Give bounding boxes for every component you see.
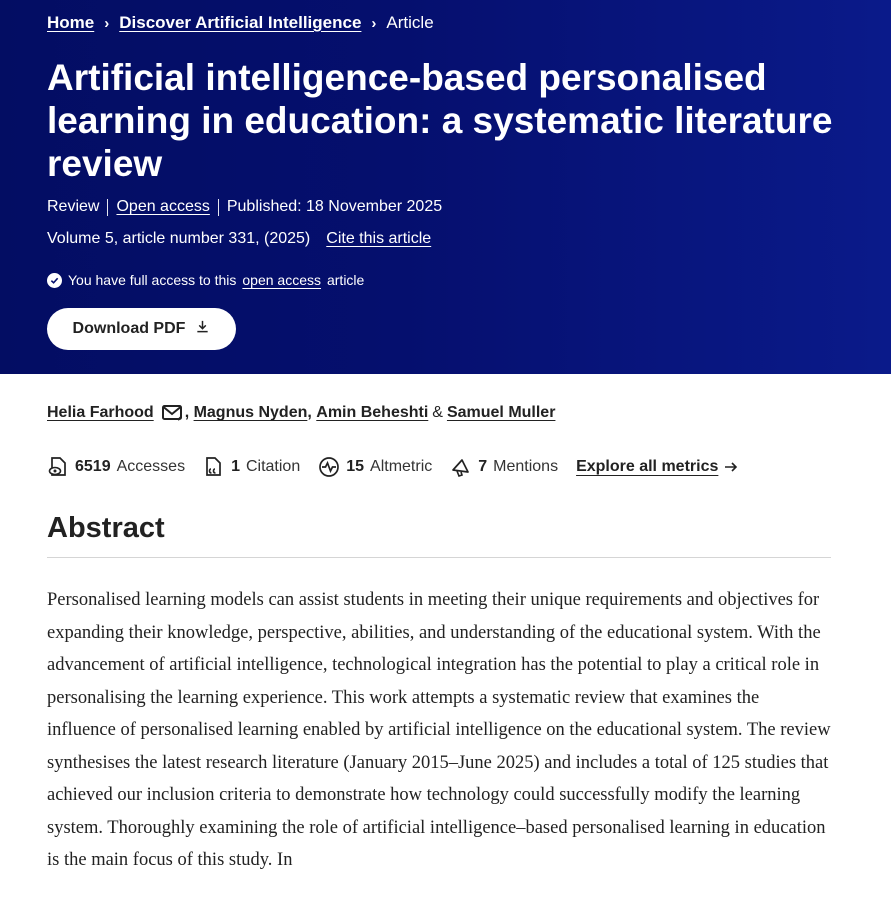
author-link[interactable]: Samuel Muller bbox=[446, 404, 556, 421]
page-title: Artificial intelligence-based personalised learning in education: a systematic literature review bbox=[47, 57, 833, 184]
author-link[interactable]: Amin Beheshti bbox=[316, 404, 429, 421]
author-list: Helia Farhood , Magnus Nyden , Amin Beheshti & Samuel Muller bbox=[47, 404, 556, 421]
breadcrumb-current: Article bbox=[386, 13, 434, 32]
chevron-right-icon: › bbox=[104, 14, 110, 32]
metric-citations bbox=[203, 456, 300, 478]
explore-metrics-label: Explore all metrics bbox=[576, 458, 719, 475]
citation-label: Citation bbox=[245, 458, 301, 475]
download-pdf-button[interactable] bbox=[47, 308, 236, 350]
mentions-label: Mentions bbox=[493, 458, 559, 475]
altmetric-icon bbox=[318, 456, 340, 478]
volume-info: Volume 5, article number 331, (2025) bbox=[47, 230, 311, 247]
divider bbox=[218, 199, 219, 216]
arrow-right-icon bbox=[724, 460, 738, 474]
open-access-link[interactable]: Open access bbox=[116, 198, 210, 215]
download-pdf-label: Download PDF bbox=[72, 320, 186, 337]
check-circle-icon bbox=[47, 273, 62, 288]
access-open-access-link[interactable]: open access bbox=[242, 272, 321, 288]
download-icon bbox=[195, 319, 210, 339]
explore-metrics-link[interactable] bbox=[576, 458, 738, 476]
metric-accesses bbox=[47, 456, 185, 478]
article-citation-meta bbox=[47, 230, 431, 248]
metric-altmetric bbox=[318, 456, 432, 478]
megaphone-icon bbox=[450, 456, 472, 478]
breadcrumb-section-link[interactable]: Discover Artificial Intelligence bbox=[119, 13, 362, 32]
article-meta bbox=[47, 198, 442, 216]
cite-article-link[interactable]: Cite this article bbox=[326, 230, 432, 247]
citation-icon bbox=[203, 456, 225, 478]
divider bbox=[47, 557, 831, 558]
breadcrumb-home-link[interactable]: Home bbox=[47, 13, 95, 32]
accesses-count: 6519 bbox=[75, 458, 111, 475]
accesses-label: Accesses bbox=[116, 458, 186, 475]
divider bbox=[107, 199, 108, 216]
abstract-text: Personalised learning models can assist students in meeting their unique requirements and objectives for expanding their knowledge, perspective, abilities, and understanding of the educational system. With the advancement of artificial intelligence, technological integration has the potential to play a critical role in personalising the learning experience. This work attempts a systematic review that examines the influence of personalised learning enabled by artificial intelligence on the educational system. The review synthesises the latest research literature (January 2015–June 2025) and includes a total of 125 studies that achieved our inclusion criteria to demonstrate how technology could successfully modify the learning system. Thoroughly examining the role of artificial intelligence–based personalised learning in education is the main focus of this study. In bbox=[47, 590, 831, 870]
altmetric-count: 15 bbox=[346, 458, 365, 475]
author-link[interactable]: Helia Farhood bbox=[47, 404, 154, 421]
article-header bbox=[0, 0, 891, 374]
access-notice bbox=[47, 272, 364, 288]
author-link[interactable]: Magnus Nyden bbox=[193, 404, 308, 421]
altmetric-label: Altmetric bbox=[370, 458, 433, 475]
article-type: Review bbox=[47, 198, 100, 215]
access-text-prefix: You have full access to this bbox=[68, 272, 237, 288]
citation-count: 1 bbox=[231, 458, 240, 475]
accesses-icon bbox=[47, 456, 69, 478]
article-metrics bbox=[47, 456, 738, 478]
access-text-suffix: article bbox=[326, 272, 365, 288]
mentions-count: 7 bbox=[478, 458, 488, 475]
mail-icon[interactable] bbox=[162, 404, 184, 422]
breadcrumb bbox=[47, 13, 434, 33]
abstract-heading: Abstract bbox=[47, 512, 165, 544]
metric-mentions bbox=[450, 456, 558, 478]
author-ampersand: & bbox=[432, 404, 443, 421]
chevron-right-icon: › bbox=[371, 14, 377, 32]
published-date: Published: 18 November 2025 bbox=[226, 198, 443, 215]
